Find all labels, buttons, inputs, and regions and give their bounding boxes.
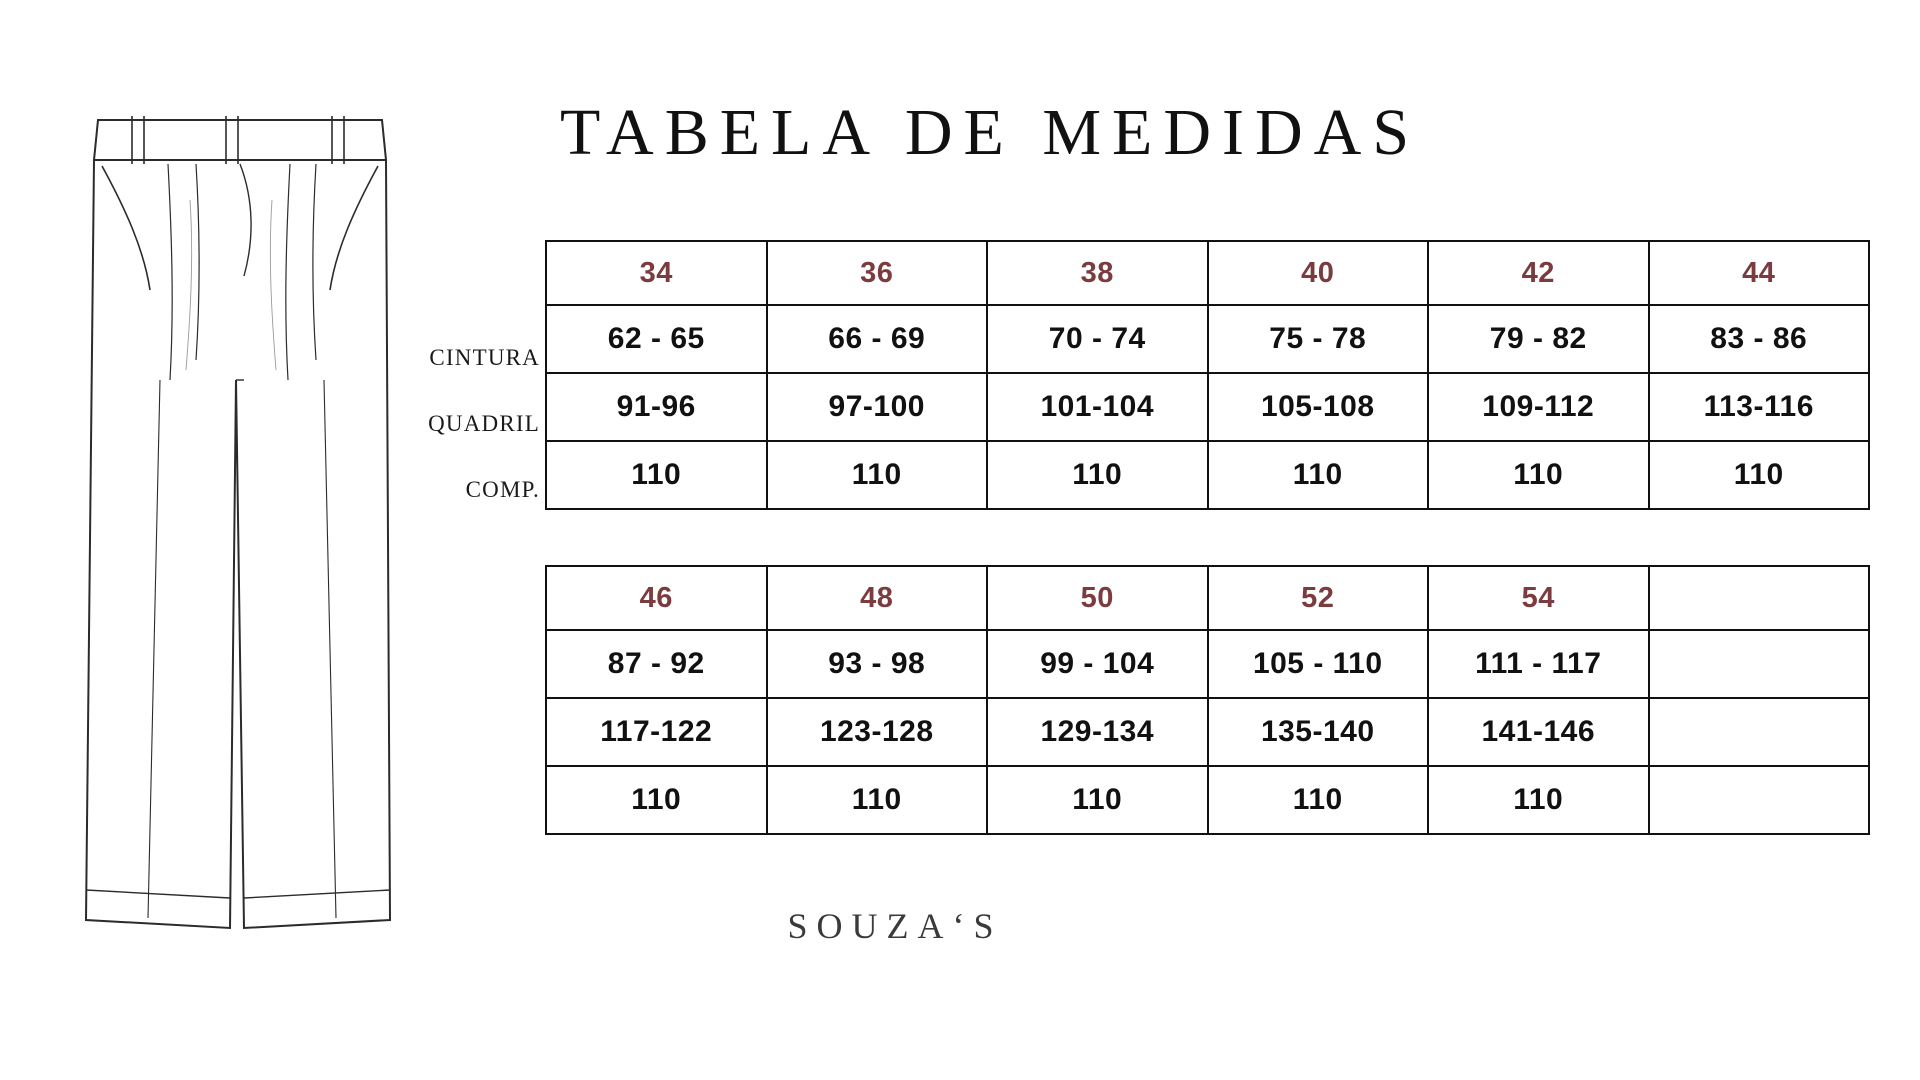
table-header-row bbox=[546, 566, 1869, 630]
measure-cell: 75 - 78 bbox=[1208, 305, 1429, 373]
measure-cell-empty bbox=[1649, 630, 1870, 698]
table-row bbox=[546, 630, 1869, 698]
measure-cell: 110 bbox=[1428, 441, 1649, 509]
size-header-cell: 54 bbox=[1428, 566, 1649, 630]
measure-cell: 97-100 bbox=[767, 373, 988, 441]
measure-cell: 110 bbox=[987, 766, 1208, 834]
measure-cell: 110 bbox=[546, 441, 767, 509]
measure-cell: 110 bbox=[1428, 766, 1649, 834]
measure-cell: 110 bbox=[767, 766, 988, 834]
measure-cell: 129-134 bbox=[987, 698, 1208, 766]
measure-cell: 110 bbox=[767, 441, 988, 509]
measure-cell: 123-128 bbox=[767, 698, 988, 766]
measure-cell: 113-116 bbox=[1649, 373, 1870, 441]
measure-cell: 101-104 bbox=[987, 373, 1208, 441]
measure-cell: 135-140 bbox=[1208, 698, 1429, 766]
table-row bbox=[546, 698, 1869, 766]
size-header-cell: 40 bbox=[1208, 241, 1429, 305]
table-row bbox=[546, 766, 1869, 834]
size-header-cell: 34 bbox=[546, 241, 767, 305]
brand-wordmark: SOUZA‘S bbox=[787, 906, 1003, 946]
size-header-cell: 44 bbox=[1649, 241, 1870, 305]
measure-cell: 110 bbox=[546, 766, 767, 834]
size-header-cell: 36 bbox=[767, 241, 988, 305]
measure-cell: 99 - 104 bbox=[987, 630, 1208, 698]
size-header-cell: 48 bbox=[767, 566, 988, 630]
measure-cell: 87 - 92 bbox=[546, 630, 767, 698]
table-row bbox=[546, 441, 1869, 509]
size-header-cell: 50 bbox=[987, 566, 1208, 630]
table-row bbox=[546, 373, 1869, 441]
table-row bbox=[546, 305, 1869, 373]
measure-cell: 105-108 bbox=[1208, 373, 1429, 441]
size-header-cell: 42 bbox=[1428, 241, 1649, 305]
row-label-quadril: QUADRIL bbox=[428, 411, 540, 436]
table-header-row bbox=[546, 241, 1869, 305]
page-title: TABELA DE MEDIDAS bbox=[560, 96, 1421, 169]
row-label-cintura: CINTURA bbox=[429, 345, 540, 370]
size-header-cell-empty bbox=[1649, 566, 1870, 630]
measure-cell: 62 - 65 bbox=[546, 305, 767, 373]
measure-cell-empty bbox=[1649, 698, 1870, 766]
measure-cell: 70 - 74 bbox=[987, 305, 1208, 373]
size-header-cell: 38 bbox=[987, 241, 1208, 305]
size-header-cell: 52 bbox=[1208, 566, 1429, 630]
measure-cell-empty bbox=[1649, 766, 1870, 834]
measure-cell: 141-146 bbox=[1428, 698, 1649, 766]
measure-cell: 110 bbox=[1208, 766, 1429, 834]
size-header-cell: 46 bbox=[546, 566, 767, 630]
measure-cell: 79 - 82 bbox=[1428, 305, 1649, 373]
row-label-group bbox=[360, 325, 540, 523]
measure-cell: 110 bbox=[1208, 441, 1429, 509]
measure-cell: 110 bbox=[987, 441, 1208, 509]
measurements-table-sizes-34-44 bbox=[545, 240, 1870, 510]
measure-cell: 117-122 bbox=[546, 698, 767, 766]
measure-cell: 93 - 98 bbox=[767, 630, 988, 698]
measure-cell: 109-112 bbox=[1428, 373, 1649, 441]
trousers-illustration bbox=[40, 80, 440, 1000]
measure-cell: 110 bbox=[1649, 441, 1870, 509]
measurements-table-sizes-46-54 bbox=[545, 565, 1870, 835]
measure-cell: 105 - 110 bbox=[1208, 630, 1429, 698]
measure-cell: 91-96 bbox=[546, 373, 767, 441]
measure-cell: 83 - 86 bbox=[1649, 305, 1870, 373]
row-label-comp: COMP. bbox=[465, 477, 540, 502]
measure-cell: 66 - 69 bbox=[767, 305, 988, 373]
measure-cell: 111 - 117 bbox=[1428, 630, 1649, 698]
